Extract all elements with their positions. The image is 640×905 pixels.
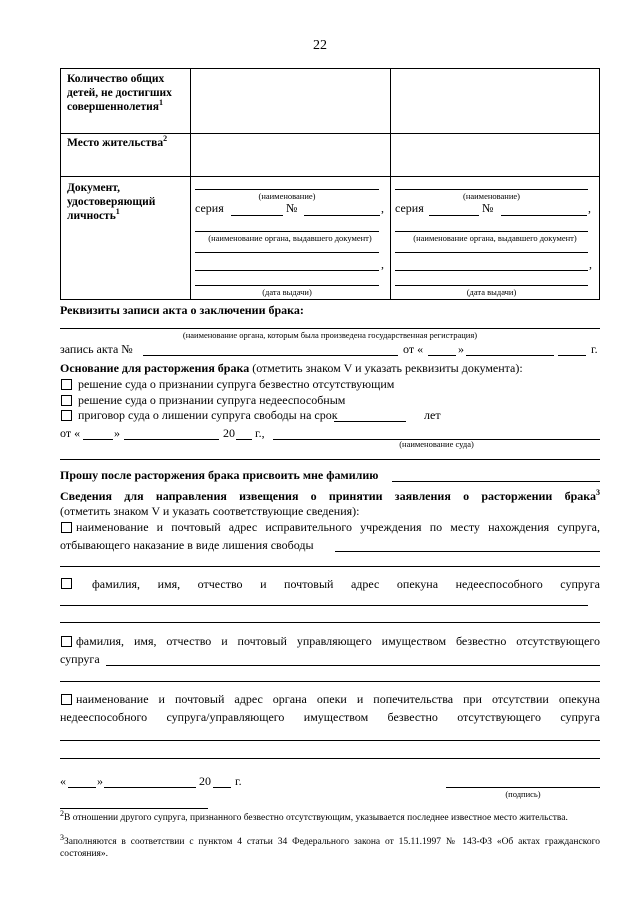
residence-label: Место жительства$^2$ (67, 134, 168, 149)
date-issued-line[interactable] (395, 285, 588, 286)
issuer-line[interactable] (395, 231, 588, 232)
series-field[interactable] (429, 215, 479, 216)
option-missing-spouse: решение суда о признании супруга безвестно отсутствующим (78, 377, 395, 391)
option-guardianship-authority-line1: наименование и почтовый адрес органа опеки и попечительства при отсутствии опекуна (76, 692, 600, 706)
signature-day-field[interactable] (68, 787, 96, 788)
doc-name-line[interactable] (395, 189, 588, 190)
signature-date-open: « (60, 774, 66, 788)
number-label: № (286, 201, 298, 215)
sentence-term-field[interactable] (334, 421, 406, 422)
issuer-line-2[interactable] (195, 252, 379, 253)
record-year-field[interactable] (558, 355, 586, 356)
issuer-line-3[interactable] (395, 270, 588, 271)
court-year-prefix: 20 (223, 426, 235, 440)
court-day-field[interactable] (83, 439, 113, 440)
option-guardianship-word: супруга/управляющего (166, 710, 285, 724)
checkbox-guardianship-authority[interactable] (61, 694, 72, 705)
record-number-label: запись акта № (60, 342, 133, 356)
issuer-caption: (наименование органа, выдавшего документ) (413, 233, 577, 243)
option-guardianship-word: безвестно (387, 710, 438, 724)
option-guardian-word: недееспособного (455, 577, 543, 591)
property-manager-field[interactable] (106, 665, 600, 666)
option-guardian-word: имя, (157, 577, 181, 591)
issuer-line[interactable] (195, 231, 379, 232)
date-issued-caption: (дата выдачи) (466, 287, 517, 297)
date-issued-caption: (дата выдачи) (262, 287, 312, 297)
footnote-3: $^3$Заполняются в соответствии с пунктом 4 статьи 34 Федерального закона от 15.11.1997 № 143-ФЗ «Об актах гражданского состояния». (60, 832, 600, 859)
signature-year-field[interactable] (213, 787, 231, 788)
court-date-from: от « (60, 426, 81, 440)
signature-year-prefix: 20 (199, 774, 211, 788)
option-property-manager-line1: фамилия, имя, отчество и почтовый управляющего имуществом безвестно отсутствующего (76, 634, 600, 648)
issuer-line-3[interactable] (195, 270, 379, 271)
footnote-separator (60, 808, 208, 809)
court-name-caption: (наименование суда) (399, 439, 474, 449)
signature-date-close: » (97, 774, 103, 788)
guardian-field[interactable] (60, 605, 588, 606)
checkbox-incapacitated-spouse[interactable] (61, 395, 72, 406)
applicant-table (60, 68, 600, 300)
guardian-line-2[interactable] (60, 622, 600, 623)
series-label: серия (195, 201, 224, 215)
marriage-record-heading: Реквизиты записи акта о заключении брака: (60, 303, 304, 317)
surname-request-label: Прошу после расторжения брака присвоить мне фамилию (60, 468, 379, 482)
checkbox-property-manager[interactable] (61, 636, 72, 647)
record-number-field[interactable] (143, 355, 398, 356)
comma: , (381, 201, 384, 215)
option-guardian-word: адрес (350, 577, 380, 591)
guardianship-authority-field[interactable] (60, 740, 600, 741)
option-guardian-word: и (260, 577, 267, 591)
option-incapacitated-spouse: решение суда о признании супруга недееспособным (78, 393, 346, 407)
court-date-suffix: г., (255, 426, 265, 440)
footnote-2: $^2$В отношении другого супруга, признанного безвестно отсутствующим, указывается последнее известное место жительства. (60, 808, 568, 823)
correctional-facility-field[interactable] (335, 551, 600, 552)
number-field[interactable] (304, 215, 380, 216)
option-guardian-word: опекуна (396, 577, 439, 591)
signature-field[interactable] (446, 787, 600, 788)
option-guardian (92, 577, 600, 592)
option-correctional-facility-line2: отбывающего наказание в виде лишения свободы (60, 538, 314, 552)
registry-caption: (наименование органа, которым была произведена государственная регистрация) (182, 330, 478, 340)
quote-close: » (458, 342, 464, 356)
column-divider-1 (190, 69, 191, 299)
court-date-quote: » (114, 426, 120, 440)
notification-heading: Сведения для направления извещения о принятии заявления о расторжении брака$^3$ (60, 488, 600, 503)
court-name-line-2[interactable] (60, 459, 600, 460)
correctional-facility-line-2[interactable] (60, 566, 600, 567)
option-guardianship-word: имуществом (303, 710, 369, 724)
option-guardianship-authority-line2 (60, 710, 600, 725)
option-correctional-facility-line1: наименование и почтовый адрес исправительного учреждения по месту нахождения супруга, (76, 520, 600, 534)
number-field[interactable] (501, 215, 587, 216)
court-month-field[interactable] (124, 439, 219, 440)
checkbox-guardian[interactable] (61, 578, 72, 589)
option-guardian-word: почтовый (284, 577, 334, 591)
option-guardian-word: отчество (197, 577, 243, 591)
row-divider-2 (61, 176, 599, 177)
divorce-basis-heading-row (60, 361, 523, 376)
surname-field[interactable] (392, 481, 600, 482)
years-label: лет (424, 408, 441, 422)
divorce-basis-note: (отметить знаком V и указать реквизиты документа): (252, 361, 523, 375)
checkbox-missing-spouse[interactable] (61, 379, 72, 390)
checkbox-correctional-facility[interactable] (61, 522, 72, 533)
identity-document-label: Документ, удостоверяющий личность$^1$ (67, 182, 156, 222)
column-divider-2 (390, 69, 391, 299)
doc-name-caption: (наименование) (462, 191, 521, 201)
registry-name-line[interactable] (60, 328, 600, 329)
comma: , (588, 201, 591, 215)
row-divider-1 (61, 133, 599, 134)
notification-note: (отметить знаком V и указать соответствующие сведения): (60, 504, 360, 518)
record-month-field[interactable] (466, 355, 554, 356)
option-guardianship-word: отсутствующего (457, 710, 541, 724)
option-guardianship-word: недееспособного (60, 710, 148, 724)
issuer-caption: (наименование органа, выдавшего документ) (208, 233, 372, 243)
option-imprisoned-spouse: приговор суда о лишении супруга свободы на срок (78, 408, 338, 422)
option-guardian-word: супруга (560, 577, 600, 591)
divorce-basis-heading: Основание для расторжения брака (60, 361, 250, 375)
property-manager-line-2[interactable] (60, 681, 600, 682)
record-year-suffix: г. (591, 342, 598, 356)
guardianship-authority-line-2[interactable] (60, 758, 600, 759)
signature-month-field[interactable] (104, 787, 196, 788)
number-label: № (482, 201, 494, 215)
series-field[interactable] (231, 215, 283, 216)
signature-year-suffix: г. (235, 774, 242, 788)
comma: , (589, 257, 592, 271)
option-property-manager-line2: супруга (60, 652, 100, 666)
checkbox-imprisoned-spouse[interactable] (61, 410, 72, 421)
option-guardianship-word: супруга (560, 710, 600, 724)
children-count-label: Количество общих детей, не достигших совершеннолетия$^1$ (67, 73, 172, 113)
doc-name-line[interactable] (195, 189, 379, 190)
record-day-field[interactable] (428, 355, 456, 356)
page-number: 22 (313, 38, 327, 53)
court-year-field[interactable] (236, 439, 252, 440)
doc-name-caption: (наименование) (258, 191, 316, 201)
issuer-line-2[interactable] (395, 252, 588, 253)
record-from-label: от « (403, 342, 424, 356)
option-guardian-word: фамилия, (92, 577, 141, 591)
date-issued-line[interactable] (195, 285, 379, 286)
signature-caption: (подпись) (505, 789, 541, 799)
comma: , (381, 257, 384, 271)
series-label: серия (395, 201, 424, 215)
